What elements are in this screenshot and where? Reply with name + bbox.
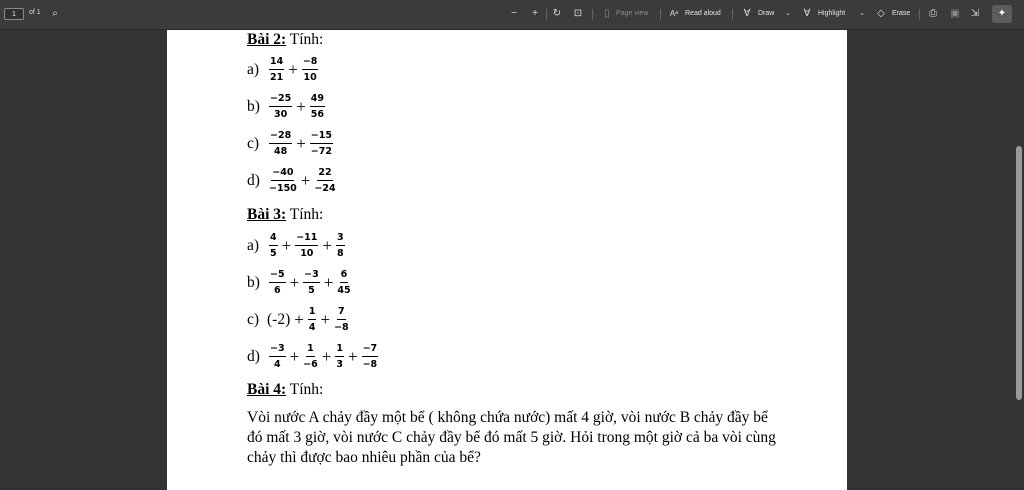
save-as-icon[interactable]: ⇲: [970, 8, 980, 19]
fraction: [362, 343, 379, 370]
highlight-icon[interactable]: ∀: [803, 8, 811, 19]
read-aloud-button[interactable]: Read aloud: [685, 10, 721, 17]
plus-sign: +: [294, 309, 304, 329]
fraction: [336, 232, 345, 259]
item-label: a): [247, 60, 260, 78]
plus-sign: +: [289, 346, 300, 366]
highlight-button[interactable]: Highlight: [818, 10, 846, 17]
numerator: 3: [336, 232, 345, 246]
denominator: 21: [270, 72, 284, 83]
numerator: −25: [269, 93, 292, 107]
fraction: [303, 343, 318, 370]
denominator: 56: [310, 109, 325, 120]
fraction: [269, 343, 286, 370]
fraction: [303, 269, 320, 296]
numerator: 14: [269, 56, 284, 70]
fraction: [302, 56, 319, 83]
denominator: 3: [336, 359, 343, 370]
denominator: 6: [273, 285, 281, 296]
exercise-4-heading: Bài 4: Tính:: [247, 381, 324, 398]
fraction: [335, 343, 344, 370]
numerator: 7: [337, 306, 346, 320]
numerator: −3: [269, 343, 286, 357]
expression-row: [247, 269, 353, 296]
search-icon[interactable]: ⌕: [52, 8, 58, 19]
fraction: [269, 167, 297, 194]
numerator: 1: [308, 306, 317, 320]
toolbar-divider: [546, 9, 547, 20]
erase-button[interactable]: Erase: [892, 10, 911, 17]
denominator: 5: [270, 248, 277, 259]
expression-row: [247, 56, 320, 83]
page-count-label: of 1: [29, 9, 41, 16]
toolbar-divider: [732, 9, 733, 20]
denominator: −6: [303, 359, 318, 370]
item-label: c): [247, 310, 260, 328]
numerator: −11: [295, 232, 318, 246]
exercise-2-heading: Bài 2: Tính:: [247, 31, 324, 48]
numerator: −3: [303, 269, 320, 283]
numerator: 6: [340, 269, 349, 283]
expression-row: [247, 306, 351, 333]
fraction: [310, 93, 325, 120]
numerator: 49: [310, 93, 325, 107]
page-number-input[interactable]: 1: [4, 8, 24, 20]
draw-button[interactable]: Draw: [758, 10, 775, 17]
exercise-3-heading: Bài 3: Tính:: [247, 206, 324, 223]
plus-sign: +: [281, 235, 292, 255]
pdf-toolbar: [0, 0, 1024, 30]
numerator: −40: [271, 167, 294, 181]
denominator: 30: [273, 109, 288, 120]
expression-row: [247, 130, 335, 157]
plus-sign: +: [296, 96, 306, 116]
eraser-icon[interactable]: ◇: [877, 8, 885, 19]
exercise-4-text: Vòi nước A chảy đầy một bể ( không chứa nước) mất 4 giờ, vòi nước B chảy đầy bể đó mất 3 giờ, vòi nước C chảy đầy bể đó mất 5 giờ. Hỏi trong một giờ cả ba vòi cùng chảy thì được bao nhiêu phần của bể?: [247, 409, 776, 466]
item-label: b): [247, 273, 260, 291]
numerator: 1: [335, 343, 344, 357]
fraction: [314, 167, 335, 194]
fraction: [295, 232, 318, 259]
denominator: 4: [273, 359, 281, 370]
denominator: 4: [308, 322, 316, 333]
numerator: −7: [362, 343, 379, 357]
denominator: 10: [300, 248, 314, 259]
scrollbar-thumb[interactable]: [1016, 146, 1022, 400]
plus-sign: +: [300, 170, 311, 190]
item-label: c): [247, 134, 260, 152]
fraction: [269, 130, 292, 157]
plus-sign: +: [347, 346, 358, 366]
zoom-in-button[interactable]: +: [532, 8, 538, 19]
denominator: 5: [308, 285, 315, 296]
plus-sign: +: [296, 133, 306, 153]
numerator: 22: [317, 167, 332, 181]
numerator: −8: [302, 56, 319, 70]
item-label: d): [247, 347, 260, 365]
denominator: −24: [314, 183, 336, 194]
fraction: [308, 306, 317, 333]
save-icon: ▣: [950, 8, 960, 19]
numerator: 1: [306, 343, 315, 357]
page-view-icon: ▯: [604, 8, 610, 19]
denominator: 8: [337, 248, 344, 259]
toolbar-divider: [592, 9, 593, 20]
plus-sign: +: [321, 346, 332, 366]
read-aloud-icon[interactable]: Aᵃ: [669, 9, 679, 18]
expression-row: [247, 343, 380, 370]
chevron-down-icon[interactable]: ⌄: [785, 10, 791, 17]
denominator: −8: [362, 359, 378, 370]
denominator: −8: [334, 322, 349, 333]
fraction: [337, 269, 350, 296]
fraction: [269, 93, 292, 120]
numerator: −28: [269, 130, 292, 144]
print-icon[interactable]: ⎙: [929, 8, 937, 19]
denominator: 48: [273, 146, 288, 157]
fraction: [269, 269, 286, 296]
numerator: −5: [269, 269, 286, 283]
toolbar-divider: [660, 9, 661, 20]
item-label: a): [247, 236, 260, 254]
expression-row: [247, 167, 338, 194]
rotate-icon[interactable]: ↻: [552, 8, 562, 19]
toolbar-divider: [919, 9, 920, 20]
item-label: d): [247, 171, 260, 189]
fraction: [269, 232, 278, 259]
fraction: [310, 130, 333, 157]
plus-sign: +: [289, 272, 300, 292]
fraction: [334, 306, 349, 333]
draw-icon[interactable]: ∀: [743, 8, 751, 19]
pdf-page: [167, 30, 847, 490]
fit-page-icon[interactable]: ⊡: [573, 8, 583, 19]
integer-term: (-2): [267, 310, 291, 328]
numerator: 4: [269, 232, 278, 246]
denominator: 45: [337, 285, 351, 296]
numerator: −15: [310, 130, 333, 144]
expression-row: [247, 232, 347, 259]
expression-row: [247, 93, 327, 120]
plus-sign: +: [323, 272, 334, 292]
page-view-button: Page view: [616, 10, 649, 17]
chevron-down-icon[interactable]: ⌄: [859, 10, 865, 17]
denominator: 10: [303, 72, 317, 83]
denominator: −72: [310, 146, 332, 157]
fraction: [269, 56, 284, 83]
plus-sign: +: [288, 59, 298, 79]
pin-toolbar-button[interactable]: ✦: [992, 5, 1012, 23]
denominator: −150: [269, 183, 297, 194]
plus-sign: +: [322, 235, 332, 255]
zoom-out-button[interactable]: −: [511, 8, 517, 19]
plus-sign: +: [320, 309, 331, 329]
item-label: b): [247, 97, 260, 115]
